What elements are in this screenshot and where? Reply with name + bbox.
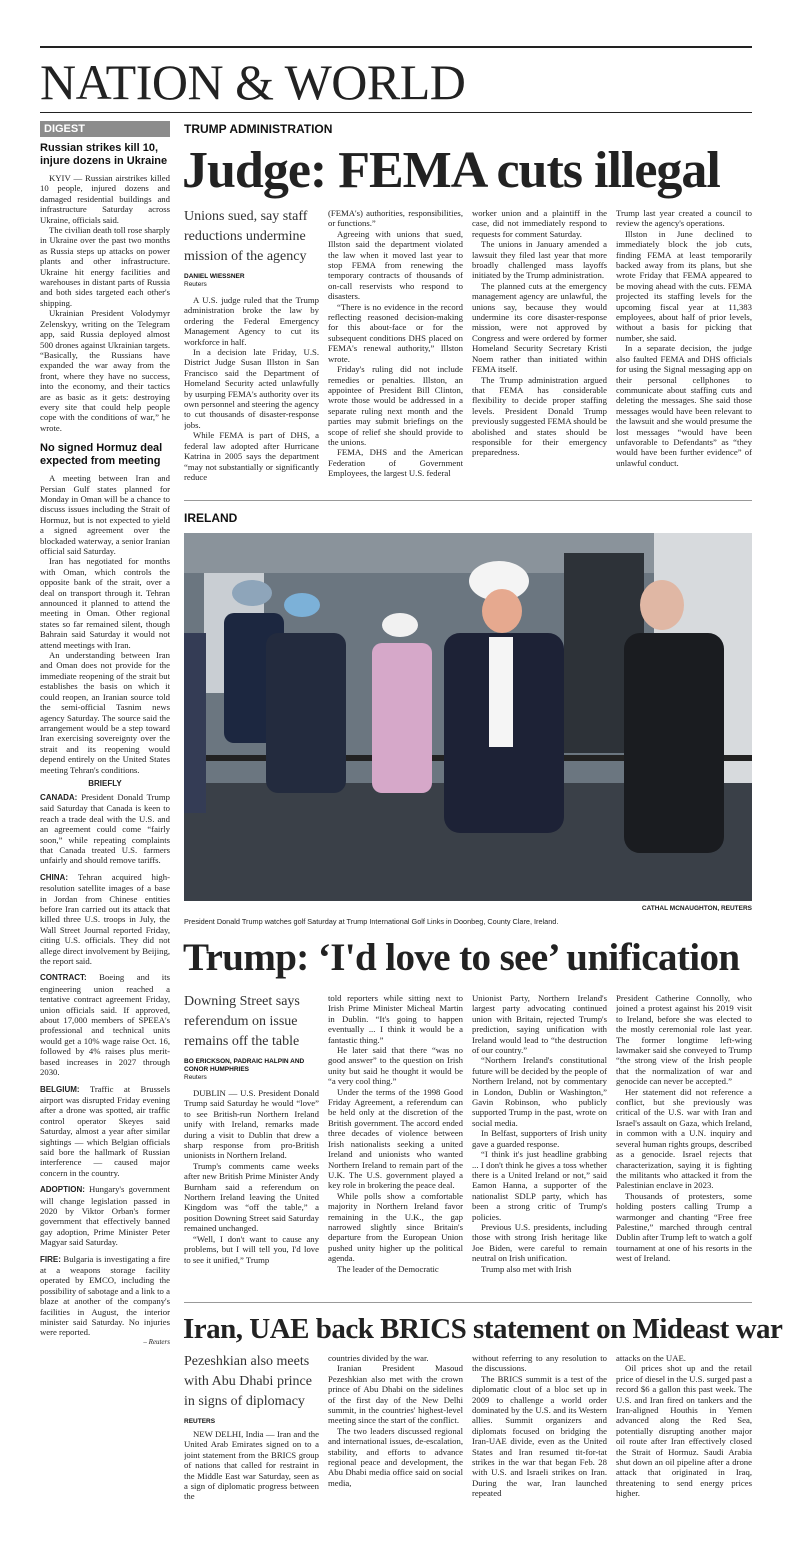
brief-item xyxy=(40,972,170,1077)
ireland-paragraph: “Well, I don't want to cause any problems, but I will tell you, I'd love to see it unified,” Trump xyxy=(184,1233,319,1265)
story-divider xyxy=(184,1302,752,1303)
brief-item xyxy=(40,1254,170,1338)
fema-column-4 xyxy=(616,208,752,483)
fema-headline: Judge: FEMA cuts illegal xyxy=(182,142,720,199)
ireland-paragraph: Unionist Party, Northern Ireland's largest party advocating continued union with Britain, rejected Trump's prediction, saying unification with Ireland would lead to “the destruction of our country.” xyxy=(472,993,607,1056)
ireland-paragraph: “I think it's just headline grabbing ... I don't think he gives a toss whether there is a United Ireland or not,” said Eamon Hanna, a supporter of the nationalist SDLP party, which has been a strong critic of Trump's policies. xyxy=(472,1149,607,1222)
fema-byline: DANIEL WIESSNER xyxy=(184,273,245,280)
fema-paragraph: Illston in June declined to immediately block the job cuts, finding FEMA at least temporarily backed away from its plans, but she wrote Friday that FEMA appeared to be moving ahead with the cuts. FEMA projected its staffing levels for the upcoming fiscal year at 11,383 employees, about half of prior levels, without a basis for picking that number, she said. xyxy=(616,228,752,343)
brics-paragraph: attacks on the UAE. xyxy=(616,1353,686,1363)
brics-paragraph: The BRICS summit is a test of the diplomatic clout of a bloc set up in 2009 to challenge a world order dominated by the U.S. and its Western allies. Summit organizers and diplomats focused on bridging the Iran-UAE divide, even as the United States and Iran resumed tit-for-tat strikes in the war that began Feb. 28 with U.S. and Israeli strikes on Iran. During the war, Iran launched repeated xyxy=(472,1373,607,1499)
brief-label: FIRE: xyxy=(40,1254,61,1264)
brief-label: CONTRACT: xyxy=(40,973,87,983)
fema-paragraph: worker union and a plaintiff in the case, did not immediately respond to requests for comment Saturday. xyxy=(472,208,607,239)
brief-item xyxy=(40,1184,170,1247)
brief-text: Traffic at Brussels airport was disrupted Friday evening after a drone was spotted, air traffic control operator Skeyes said Saturday, almost a year after similar sightings — which Belgian officials said bore the hallmark of Russian interference — caused major concern in the country. xyxy=(40,1083,170,1178)
fema-paragraph: A U.S. judge ruled that the Trump administration broke the law by ordering the Federal Emergency Management Agency to cut its workforce in half. xyxy=(184,295,319,347)
ireland-kicker: IRELAND xyxy=(184,511,238,525)
ireland-byline: BO ERICKSON, PADRAIC HALPIN AND CONOR HUMPHRIES xyxy=(184,1058,305,1073)
digest-paragraph: Iran has negotiated for months with Oman, which controls the opposite bank of the strait, over a deal on transport through it. Tehran announced it planned to attend the meeting in Oman. Other regional states so far remained silent, though Bahrain said Saturday it would not attend meetings with Iran. xyxy=(40,556,170,650)
brics-column-3 xyxy=(472,1353,607,1503)
brics-paragraph: The two leaders discussed regional and international issues, de-escalation, stability, and efforts to advance regional peace and development, the Abu Dhabi media office said on social media, xyxy=(328,1425,463,1488)
fema-paragraph: The unions in January amended a lawsuit they filed last year that more broadly challenged mass layoffs initiated by the Trump administration. xyxy=(472,239,607,281)
ireland-paragraph: While polls show a comfortable majority in Northern Ireland favor remaining in the U.K., the gap narrowed slightly since Britain's departure from the European Union pushed unity higher up the political agenda. xyxy=(328,1190,463,1264)
fema-paragraph: “There is no evidence in the record reflecting reasoned decision-making for this about-face or for the subsequent conditions DHS placed on FEMA's renewal authority,” Illston wrote. xyxy=(328,301,463,364)
fema-column-3 xyxy=(472,208,607,483)
brief-item xyxy=(40,872,170,967)
fema-paragraph: The planned cuts at the emergency management agency are unlawful, the unions say, because they would undermine its core disaster-response mission, were not approved by Congress and were ordered by former Homeland Security Secretary Kristi Noem rather than initiated within FEMA itself. xyxy=(472,280,607,375)
ireland-column-1 xyxy=(184,992,319,1289)
brics-column-4 xyxy=(616,1353,752,1503)
ireland-paragraph: In Belfast, supporters of Irish unity gave a guarded response. xyxy=(472,1128,607,1149)
digest-story-hormuz xyxy=(40,442,170,775)
brics-column-1 xyxy=(184,1352,319,1502)
fema-column-2 xyxy=(328,208,463,483)
digest-paragraph: KYIV — Russian airstrikes killed 10 people, injured dozens and damaged residential buildings and infrastructure Saturday across Ukraine, officials said. xyxy=(40,173,170,225)
fema-paragraph: In a decision late Friday, U.S. District Judge Susan Illston in San Francisco said the Department of Homeland Security acted unlawfully by usurping FEMA's authority over its own personnel and steering the agency to cut thousands of disaster-response jobs. xyxy=(184,347,319,430)
fema-paragraph: The Trump administration argued that FEMA has considerable flexibility to decide proper staffing levels. President Donald Trump previously suggested FEMA should be abolished and states should be responsible for their emergency preparedness. xyxy=(472,374,607,458)
digest-paragraph: An understanding between Iran and Oman does not provide for the immediate reopening of the strait but establishes the basis on which it could reopen, an Iranian source told the semi-official Tasnim news agency Saturday. The source said the arrangement would be a step toward Iran exercising sovereignty over the strait and its reopening would depend entirely on the United States meeting Tehran's conditions. xyxy=(40,650,170,775)
brics-agency: REUTERS xyxy=(184,1418,216,1425)
brief-text: Bulgaria is investigating a fire at a weapons storage facility operated by EMCO, including the possibility of sabotage and a link to a blaze at another of the company's facilities in August, the interior minister said Saturday. No injuries were reported. xyxy=(40,1253,170,1338)
fema-paragraph: Friday's ruling did not include remedies or penalties. Illston, an appointee of President Bill Clinton, wrote those would be addressed in a separate ruling next month and the parties may submit briefings on the scope of relief she should provide to the unions. xyxy=(328,364,463,447)
ireland-paragraph: He later said that there “was no good answer” to the question on Irish unity but said he thought it would be “a very cool thing.” xyxy=(328,1045,463,1087)
fema-deck: Unions sued, say staff reductions undermine mission of the agency xyxy=(184,209,308,264)
digest-label: DIGEST xyxy=(40,121,170,137)
photo-credit: CATHAL MCNAUGHTON, REUTERS xyxy=(641,905,752,912)
brief-text: Boeing and its engineering union reached a tentative contract agreement Friday, union officials said. If approved, about 17,000 members of SPEEA's professional and technical units would get a 10% wage raise Oct. 16, followed by 4% raises plus merit-based increases in 2027 through 2030. xyxy=(40,972,170,1078)
digest-paragraph: A meeting between Iran and Persian Gulf states planned for Monday in Oman will be a chance to discuss issues including the Strait of Hormuz, but is not expected to yield a signed agreement over the blockaded waterway, a senior Iranian official said Saturday. xyxy=(40,473,170,556)
ireland-headline: Trump: ‘I'd love to see’ unification xyxy=(183,936,740,979)
brief-text: President Donald Trump said Saturday that Canada is keen to reach a trade deal with the U.S. and an agreement could come “fairly soon,” while repeating complaints that Canada treated U.S. farmers unfairly and should remove tariffs. xyxy=(40,791,170,866)
fema-paragraph: In a separate decision, the judge also faulted FEMA and DHS officials for using the Signal messaging app on their personal cellphones to communicate about staffing cuts and deleting the messages. She said those messages would have been relevant to the lawsuit and she would presume the lost messages “would have been unfavorable to Defendants” as “they would have been further evidence” of unlawful conduct. xyxy=(616,343,752,468)
digest-story-headline: Russian strikes kill 10, injure dozens in Ukraine xyxy=(40,142,168,167)
brics-column-2 xyxy=(328,1353,463,1503)
brief-credit: – Reuters xyxy=(143,1337,170,1346)
story-divider xyxy=(184,500,752,501)
brics-paragraph: Iranian President Masoud Pezeshkian also met with the crown prince of Abu Dhabi on the sidelines of the first day of the New Delhi summit, in the countries' highest-level meeting since the start of the conflict. xyxy=(328,1363,463,1426)
brics-deck: Pezeshkian also meets with Abu Dhabi prince in signs of diplomacy xyxy=(184,1354,312,1409)
photo-caption: President Donald Trump watches golf Saturday at Trump International Golf Links in Doonbeg, County Clare, Ireland. xyxy=(184,917,559,926)
section-top-rule xyxy=(40,46,752,48)
fema-paragraph: Agreeing with unions that sued, Illston said the department violated the law when it moved last year to stop FEMA from renewing the temporary contracts of thousands of on-call reservists who respond to disasters. xyxy=(328,228,463,302)
fema-paragraph: Trump last year created a council to review the agency's operations. xyxy=(616,208,752,229)
ireland-paragraph: Her statement did not reference a conflict, but she previously was critical of the U.S. war with Iran and Israel's assault on Gaza, which Ireland, in common with a U.N. inquiry and several human rights groups, described as a genocide. Israel rejects that characterization, saying it is fighting the militants who attacked it from the Palestinian enclave in 2023. xyxy=(616,1086,752,1191)
brief-label: CHINA: xyxy=(40,872,68,882)
ireland-paragraph: told reporters while sitting next to Irish Prime Minister Micheal Martin in Dublin. “It's going to happen eventually ... I think it would be a fantastic thing.” xyxy=(328,993,463,1045)
section-bottom-rule xyxy=(40,112,752,113)
fema-kicker: TRUMP ADMINISTRATION xyxy=(184,122,333,136)
ireland-paragraph: Thousands of protesters, some holding posters calling Trump a warmonger and chanting “Free free Palestine,” marched through central Dublin after Trump left to watch a golf tournament at one of his resorts in the west of Ireland. xyxy=(616,1190,752,1264)
ireland-paragraph: Trump's comments came weeks after new British Prime Minister Andy Burnham said a referendum on Northern Ireland leaving the United Kingdom was “off the table,” a position Downing Street said Saturday remained unchanged. xyxy=(184,1160,319,1234)
fema-paragraph: While FEMA is part of DHS, a federal law adopted after Hurricane Katrina in 2005 says the department “may not substantially or significantly reduce xyxy=(184,430,319,482)
brief-text: Hungary's government will change legislation passed in 2020 by Viktor Orban's former government that effectively banned gay adoption, Prime Minister Peter Magyar said Saturday. xyxy=(40,1184,170,1248)
fema-paragraph: (FEMA's) authorities, responsibilities, or functions.” xyxy=(328,208,463,229)
ireland-paragraph: The leader of the Democratic xyxy=(337,1263,439,1274)
trump-golf-photo xyxy=(184,533,752,901)
brief-label: ADOPTION: xyxy=(40,1185,85,1195)
ireland-column-2 xyxy=(328,993,463,1289)
brief-label: BELGIUM: xyxy=(40,1084,80,1094)
ireland-agency: Reuters xyxy=(184,1074,207,1081)
brief-item xyxy=(40,792,170,866)
ireland-column-3 xyxy=(472,993,607,1289)
photo-illustration xyxy=(184,533,752,901)
ireland-deck: Downing Street says referendum on issue remains off the table xyxy=(184,994,300,1049)
ireland-paragraph: Under the terms of the 1998 Good Friday Agreement, a referendum can be held only at the discretion of the British government. The accord ended three decades of violence between Irish nationalists seeking a united Ireland and unionists who wanted Northern Ireland to remain part of the U.K. The U.S. government played a key role in brokering the peace deal. xyxy=(328,1086,463,1191)
brics-headline: Iran, UAE back BRICS statement on Mideast war xyxy=(183,1313,783,1345)
fema-column-1 xyxy=(184,207,319,483)
digest-story-headline: No signed Hormuz deal expected from meeting xyxy=(40,442,163,468)
briefs-list xyxy=(40,792,170,1346)
digest-paragraph: Ukrainian President Volodymyr Zelenskyy, writing on the Telegram app, said Russia deployed almost 500 drones against Ukrainian targets. “Basically, the Russians have expanded the war away from the front, where they have no success, into the economy, and their tactics are as basic as it gets: destroying every site that could help people cope with the conditions of war,” he wrote. xyxy=(40,308,170,433)
briefly-label: BRIEFLY xyxy=(88,778,122,788)
ireland-paragraph: Previous U.S. presidents, including those with strong Irish heritage like Joe Biden, were careful to remain neutral on Irish unification. xyxy=(472,1221,607,1264)
section-title: NATION & WORLD xyxy=(40,54,466,110)
brics-paragraph: without referring to any resolution to the discussions. xyxy=(472,1353,607,1374)
ireland-paragraph: President Catherine Connolly, who joined a protest against his 2019 visit to Ireland, before she was elected to the mostly ceremonial role last year. The former longtime left-wing lawmaker said she conveyed to Trump “the strong view of the Irish people that the normalization of war and genocide can never be accepted.” xyxy=(616,993,752,1087)
brief-item xyxy=(40,1084,170,1179)
ireland-paragraph: “Northern Ireland's constitutional future will be decided by the people of Northern Ireland, not by commentary in London, Dublin or Washington,” Gavin Robinson, who publicly supported Trump in the past, wrote on social media. xyxy=(472,1055,607,1128)
digest-column xyxy=(40,142,170,1472)
brief-label: CANADA: xyxy=(40,792,78,802)
brics-paragraph: NEW DELHI, India — Iran and the United Arab Emirates signed on to a joint statement from the BRICS group of nations that called for restraint in the Middle East war Saturday, seen as a sign of diplomatic progress between the xyxy=(184,1429,319,1502)
fema-agency: Reuters xyxy=(184,281,207,288)
brief-text: Tehran acquired high-resolution satellite images of a base in Jordan from Chinese entities before Iran carried out its attack that killed three U.S. troops in July, the Wall Street Journal reported Friday, citing U.S. officials. They did not allege direct involvement by Beijing, the report said. xyxy=(40,871,170,967)
brics-paragraph: countries divided by the war. xyxy=(328,1353,429,1363)
digest-paragraph: The civilian death toll rose sharply in Ukraine over the past two months as Russia steps up attacks on power plants and other infrastructure. Ukraine hit energy facilities and warehouses in distant parts of Russia and both sides targeted each other's shipping. xyxy=(40,225,170,308)
brics-paragraph: Oil prices shot up and the retail price of diesel in the U.S. surged past a record $6 a gallon this past week. The U.S. and Iran fired on tankers and the Iran-aligned Houthis in Yemen advanced along the Red Sea, potentially disrupting another major oil route after Iran effectively closed the Strait of Hormuz. Saudi Arabia shut down an oil pipeline after a drone attack that originated in Iraq, threatening to send energy prices higher. xyxy=(616,1363,752,1499)
fema-paragraph: FEMA, DHS and the American Federation of Government Employees, the largest U.S. federal xyxy=(328,447,463,479)
digest-story-ukraine xyxy=(40,142,170,433)
ireland-column-4 xyxy=(616,993,752,1289)
ireland-paragraph: Trump also met with Irish xyxy=(481,1263,572,1274)
ireland-paragraph: DUBLIN — U.S. President Donald Trump said Saturday he would “love” to see British-run Northern Ireland unify with Ireland, remarks made during a visit to Dublin that drew a sharp response from pro-British unionists in Northern Ireland. xyxy=(184,1088,319,1161)
